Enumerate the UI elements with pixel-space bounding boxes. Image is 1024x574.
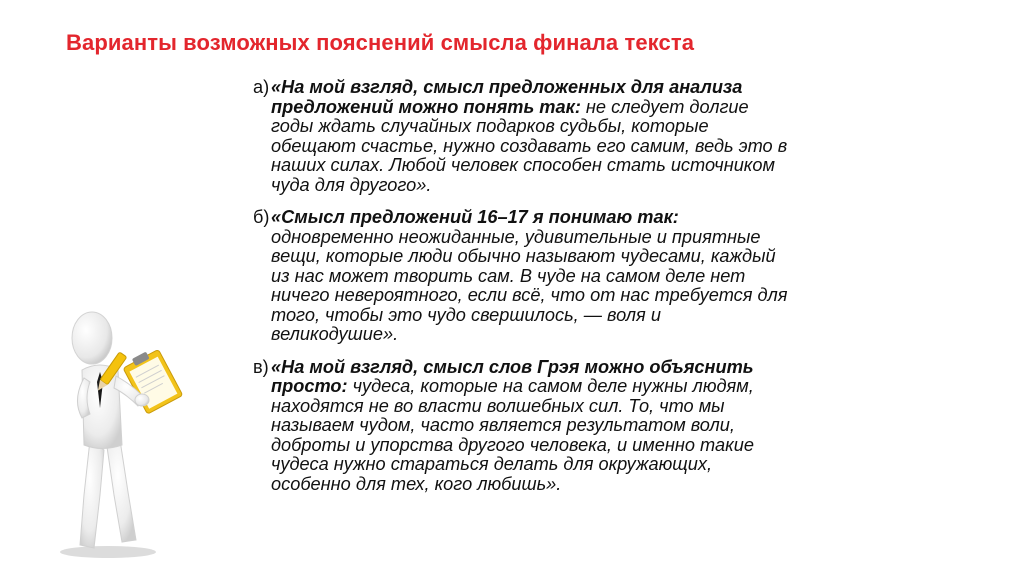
option-line [271,455,893,475]
body-text: называем чудом, часто является результатом воли, [271,415,735,435]
body-text: особенно для тех, кого любишь». [271,473,562,494]
option-c [253,358,893,495]
body-text: обещают счастье, нужно создавать его самим, ведь это в [271,135,788,156]
body-text: не следует долгие [580,96,749,117]
option-line [271,208,893,228]
option-line [271,377,893,397]
body-text: годы ждать случайных подарков судьбы, которые [271,116,709,136]
option-line [271,137,893,157]
option-line [271,397,893,417]
explanation-options [253,78,893,494]
body-text: наших силах. Любой человек способен стать источником [271,155,775,175]
option-letter: в) [253,356,269,377]
body-text: из нас может творить сам. В чуде на самом деле нет [271,265,746,286]
option-line [271,325,893,345]
option-line [271,117,893,137]
option-line [271,475,893,495]
option-line [271,306,893,326]
body-text: находятся не во власти волшебных сил. То, что мы [271,395,725,416]
option-line [271,358,893,378]
option-letter: б) [253,207,270,227]
body-text: великодушие». [271,324,399,344]
option-b [253,208,893,345]
body-text: чудеса нужно стараться делать для окружающих, [271,454,713,474]
body-text: одновременно неожиданные, удивительные и приятные [271,226,761,247]
body-text: чуда для другого». [271,174,432,195]
bold-text: просто: [271,376,348,396]
body-text: вещи, которые люди обычно называют чудесами, каждый [271,246,776,266]
body-text: чудеса, которые на самом деле нужны людям, [347,376,754,396]
body-text: доброты и упорства другого человека, и именно такие [271,434,754,455]
slide-title: Варианты возможных пояснений смысла финала текста [66,30,695,55]
option-line [271,247,893,267]
bold-text: «На мой взгляд, смысл предложенных для анализа [271,77,743,97]
body-text: ничего невероятного, если всё, что от нас требуется для [271,285,788,305]
option-line [271,436,893,456]
bold-text: «На мой взгляд, смысл слов Грэя можно объяснить [271,356,754,377]
person-with-clipboard-icon [40,290,200,560]
option-line [271,416,893,436]
option-line [271,98,893,118]
option-line [271,176,893,196]
option-letter: а) [253,77,270,97]
bold-text: предложений можно понять так: [271,96,581,117]
option-line [271,228,893,248]
body-text: того, чтобы это чудо свершилось, — воля и [271,304,661,325]
option-line [271,78,893,98]
option-a [253,78,893,195]
option-line [271,267,893,287]
option-line [271,156,893,176]
bold-text: «Смысл предложений 16–17 я понимаю так: [271,207,679,227]
option-line [271,286,893,306]
